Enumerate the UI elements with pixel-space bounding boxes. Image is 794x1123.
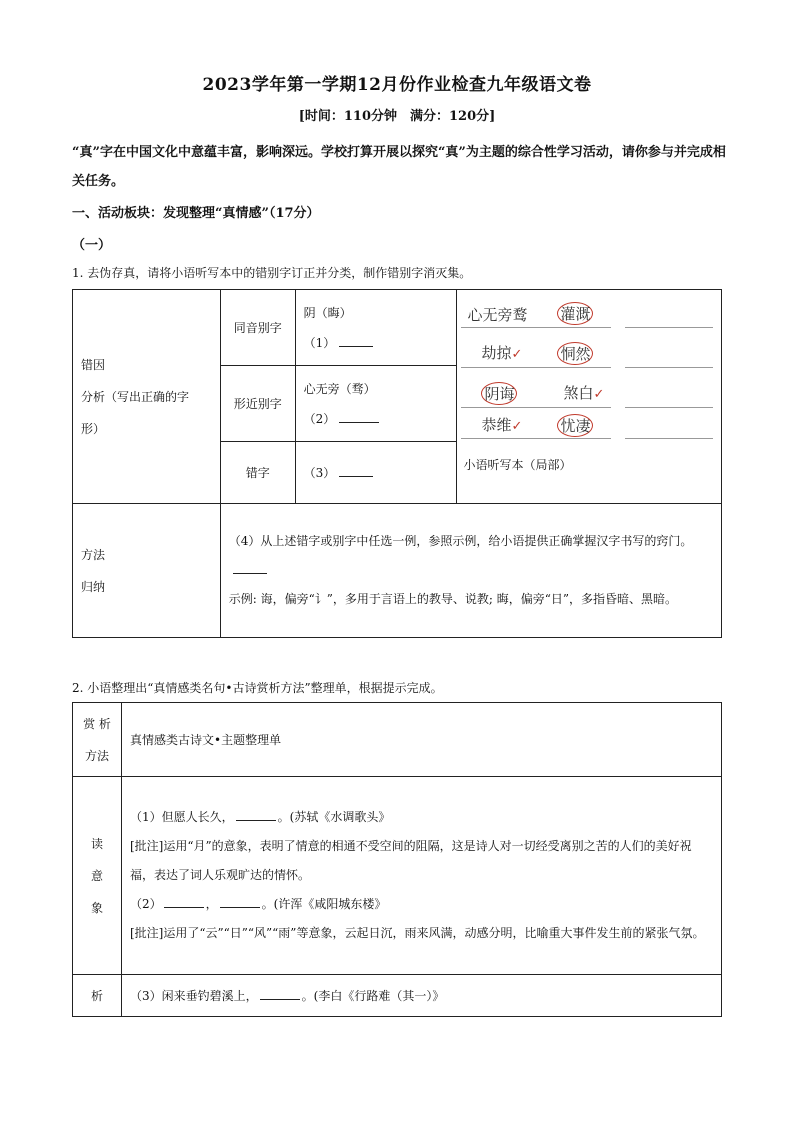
answer-blank-5[interactable] [236,808,276,821]
handwriting-image [457,290,721,450]
method-cell: （4）从上述错字或别字中任选一例，参照示例，给小语提供正确掌握汉字书写的窍门。 示例: 诲，偏旁“讠”，多用于言语上的教导、说教; 晦，偏旁“日”，多指昏暗、黑暗。 [220,504,721,638]
question-1: 1. 去伪存真，请将小语听写本中的错别字订正并分类，制作错别字消灭集。 [72,266,472,280]
hw-word-2: 灌溉 [557,302,593,325]
check-mark-icon: ✓ [593,387,605,402]
hw-word-1: 心无旁鹜 [467,306,528,324]
check-mark-icon: ✓ [511,347,523,362]
category-homophone: 同音别字 [220,290,295,366]
hw-word-6: 煞白 [563,384,594,402]
wrong-char-cell: （3） [295,442,457,504]
homophone-cell: 阴（晦） （1） [295,290,457,366]
similar-form-cell: 心无旁（骛） （2） [295,366,457,442]
answer-blank-6[interactable] [164,895,204,908]
answer-blank-3[interactable] [339,464,373,477]
check-mark-icon: ✓ [511,419,523,434]
notebook-image-cell [457,290,722,504]
method-header-label: 赏 析 方法 [73,703,122,777]
hw-word-8: 忧凄 [557,414,593,437]
section-heading: 一、活动板块：发现整理“真情感”（17分） [72,206,320,221]
analysis-content: （3）闲来垂钓碧溪上， 。(李白《行路难（其一）》 [122,975,722,1017]
hw-word-5: 阴诲 [481,382,517,405]
hw-word-4: 恫然 [557,342,593,365]
error-analysis-label: 错因 分析（写出正确的字 形） [73,290,221,504]
image-caption: 小语听写本（局部） [463,458,572,472]
exam-info: [时间：110分钟 满分：120分] [298,109,496,124]
answer-blank-8[interactable] [260,987,300,1000]
poetry-table [72,702,722,1017]
answer-blank-1[interactable] [339,334,373,347]
method-label: 方法 归纳 [73,504,221,638]
answer-blank-4[interactable] [233,561,267,574]
answer-blank-7[interactable] [220,895,260,908]
subsection-heading: （一） [72,238,112,253]
hw-word-3: 劫掠 [481,344,512,362]
page-title: 2023学年第一学期12月份作业检查九年级语文卷 [202,75,592,95]
analysis-label: 析 [73,975,122,1017]
category-similar-form: 形近别字 [220,366,295,442]
intro-paragraph: “真”字在中国文化中意蕴丰富，影响深远。学校打算开展以探究“真”为主题的综合性学习活动，请你参与并完成相关任务。 [72,145,726,189]
imagery-content: （1）但愿人长久， 。(苏轼《水调歌头》 [批注]运用“月”的意象，表明了情意的相通不受空间的阻隔，这是诗人对一切经受离别之苦的人们的美好祝福，表达了词人乐观旷达的情怀。 （2） ， 。(许浑《咸阳城东楼》 [批注]运用了“云”“日”“风”“雨”等意象，云起日沉，雨来风满，动感分明，比喻重大事件发生前的紧张气氛。 [122,777,722,975]
typo-table [72,289,722,638]
category-wrong-char: 错字 [220,442,295,504]
imagery-label: 读 意 象 [73,777,122,975]
hw-word-7: 恭维 [481,416,512,434]
table-title: 真情感类古诗文•主题整理单 [122,703,722,777]
answer-blank-2[interactable] [339,410,379,423]
question-2: 2. 小语整理出“真情感类名句•古诗赏析方法”整理单，根据提示完成。 [72,681,443,695]
